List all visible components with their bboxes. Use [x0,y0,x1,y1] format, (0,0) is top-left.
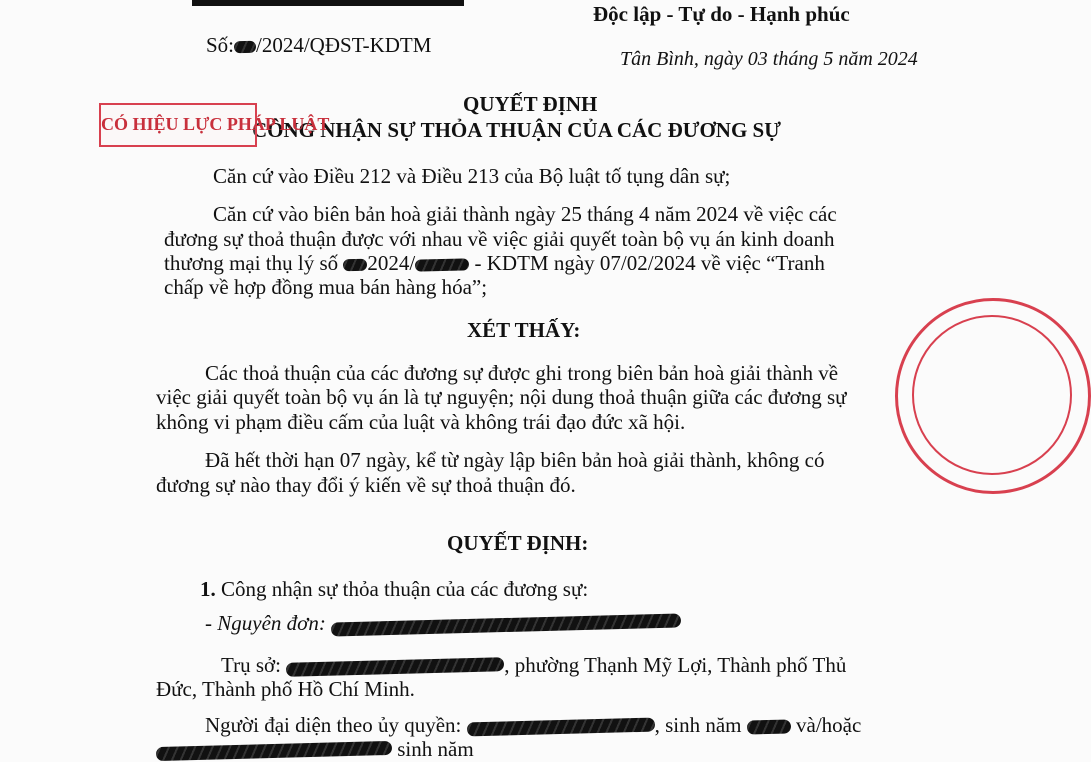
legal-effect-stamp [99,103,330,147]
basis-p2-line3b: 2024/ [367,251,416,275]
representative-born: , sinh năm [654,713,742,737]
redacted-plaintiff-name [331,614,681,637]
redacted-case-number [343,259,367,272]
redacted-number [234,41,256,54]
headquarters-label: Trụ sở: [221,653,281,677]
basis-p2-line3c: - KDTM ngày 07/02/2024 về việc “Tranh [474,251,825,275]
representative-2-born: sinh năm [397,737,474,761]
representative-and-or: và/hoặc [796,713,862,737]
basis-p2-line2: đương sự thoả thuận được với nhau về việc giải quyết toàn bộ vụ án kinh doanh [164,227,835,251]
findings-p2-line1: Đã hết thời hạn 07 ngày, kể từ ngày lập biên bản hoà giải thành, không có [205,448,825,472]
redacted-representative-name [466,718,654,737]
decision-heading: QUYẾT ĐỊNH: [447,531,589,555]
basis-p1: Căn cứ vào Điều 212 và Điều 213 của Bộ luật tố tụng dân sự; [213,164,731,188]
clipped-header-left [192,0,464,6]
decision-item-1-number: 1. [200,577,216,601]
headquarters-rest: , phường Thạnh Mỹ Lợi, Thành phố Thủ [504,653,847,677]
basis-p2-line1: Căn cứ vào biên bản hoà giải thành ngày 25 tháng 4 năm 2024 về việc các [213,202,837,226]
title-line-1: QUYẾT ĐỊNH [463,92,598,116]
basis-p2-line4: chấp về hợp đồng mua bán hàng hóa”; [164,275,488,299]
representative-line-1 [205,713,861,737]
redacted-birth-year [747,720,791,735]
plaintiff-line [205,611,681,635]
basis-p2-line3 [164,251,825,275]
decision-item-1 [200,577,588,601]
plaintiff-label: - Nguyên đơn: [205,611,326,635]
header-motto: Độc lập - Tự do - Hạnh phúc [593,2,850,26]
redacted-representative-2-name [156,741,392,761]
findings-p2-line2: đương sự nào thay đổi ý kiến về sự thoả thuận đó. [156,473,576,497]
title-line-2: CÔNG NHẬN SỰ THỎA THUẬN CỦA CÁC ĐƯƠNG SỰ [252,118,781,142]
basis-p2-line3a: thương mại thụ lý số [164,251,339,275]
redacted-case-code [415,258,469,271]
place-date: Tân Bình, ngày 03 tháng 5 năm 2024 [620,48,918,70]
findings-p1-line3: không vi phạm điều cấm của luật và không trái đạo đức xã hội. [156,410,686,434]
document-number-suffix: /2024/QĐST-KDTM [256,33,432,57]
representative-label: Người đại diện theo ủy quyền: [205,713,462,737]
representative-line-2 [156,737,474,761]
decision-item-1-text: Công nhận sự thỏa thuận của các đương sự: [221,577,589,601]
headquarters-line-1 [221,653,846,677]
stamp-text: CÓ HIỆU LỰC PHÁP LUẬT [101,114,330,134]
document-number-prefix: Số: [206,33,235,57]
court-seal-inner-ring [912,315,1072,475]
findings-p1-line2: việc giải quyết toàn bộ vụ án là tự nguyện; nội dung thoả thuận giữa các đương sự [156,385,847,409]
findings-heading: XÉT THẤY: [467,318,581,342]
headquarters-line-2: Đức, Thành phố Hồ Chí Minh. [156,677,415,701]
court-seal [895,298,1091,494]
redacted-address [286,657,504,677]
document-number [206,33,431,57]
findings-p1-line1: Các thoả thuận của các đương sự được ghi trong biên bản hoà giải thành về [205,361,839,385]
